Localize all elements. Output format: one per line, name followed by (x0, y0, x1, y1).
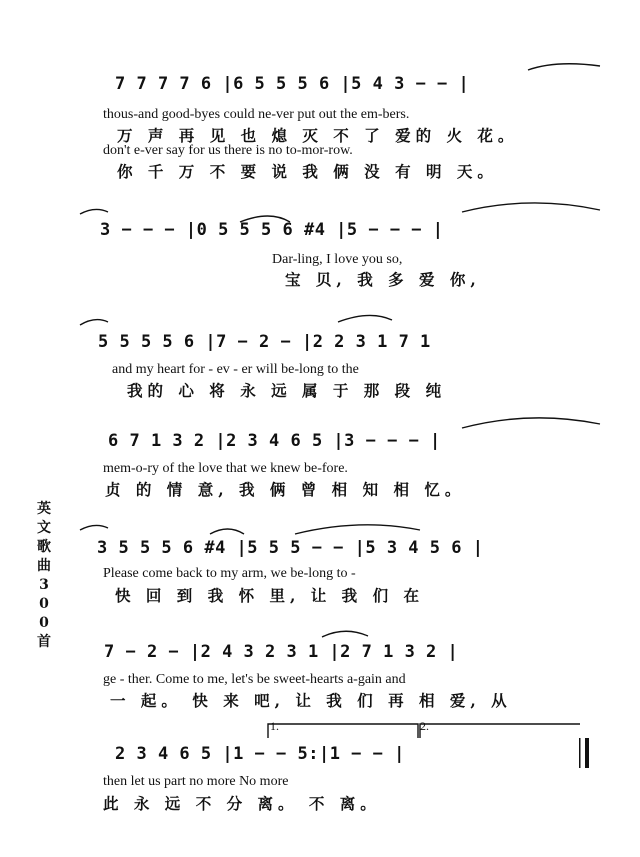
tie-arc (80, 209, 108, 214)
tie-arc (322, 631, 368, 637)
lyric-cn-2: 宝 贝, 我 多 爱 你, (285, 270, 481, 289)
volta-bracket-1 (268, 724, 418, 738)
lyric-en-1a: thous-and good-byes could ne-ver put out the em-bers. (103, 107, 410, 122)
volta-bracket-2 (420, 724, 580, 738)
notes-line-1: 7 7 7 7 6 |6 5 5 5 6 |5 4 3 − − | (115, 74, 470, 94)
lyric-cn-6: 一 起。 快 来 吧, 让 我 们 再 相 爱, 从 (110, 691, 512, 710)
notes-line-3: 5 5 5 5 6 |7 − 2 − |2 2 3 1 7 1 (98, 332, 431, 352)
notes-line-6: 7 − 2 − |2 4 3 2 3 1 |2 7 1 3 2 | (104, 642, 459, 662)
lyric-cn-3: 我的 心 将 永 远 属 于 那 段 纯 (127, 381, 447, 400)
volta-label-1: 1. (270, 719, 279, 733)
lyric-en-5: Please come back to my arm, we be-long to - (103, 566, 356, 581)
lyric-cn-1b: 你 千 万 不 要 说 我 俩 没 有 明 天。 (117, 162, 498, 181)
tie-arc (210, 529, 244, 534)
tie-arc (528, 64, 600, 70)
lyric-en-3: and my heart for - ev - er will be-long to the (112, 362, 359, 377)
tie-arc (338, 315, 392, 322)
volta-label-2: 2. (420, 719, 429, 733)
lyric-cn-7: 此 永 远 不 分 离。 不 离。 (103, 794, 381, 813)
tie-arc (80, 320, 108, 325)
lyric-cn-1a: 万 声 再 见 也 熄 灭 不 了 爱的 火 花。 (117, 126, 519, 145)
tie-arc (462, 203, 600, 212)
notes-line-2: 3 − − − |0 5 5 5 6 #4 |5 − − − | (100, 220, 444, 240)
notes-line-5: 3 5 5 5 6 #4 |5 5 5 − − |5 3 4 5 6 | (97, 538, 484, 558)
tie-arc (462, 418, 600, 428)
final-barline (585, 738, 589, 768)
lyric-en-7: then let us part no more No more (103, 774, 289, 789)
tie-arc (240, 216, 290, 222)
tie-arc (295, 525, 420, 534)
book-title-vertical: 英文歌曲300首 (37, 501, 51, 650)
lyric-cn-5: 快 回 到 我 怀 里, 让 我 们 在 (115, 586, 424, 605)
lyric-en-4: mem-o-ry of the love that we knew be-fore. (103, 461, 348, 476)
notes-line-7: 2 3 4 6 5 |1 − − 5:|1 − − | (115, 744, 405, 764)
lyric-en-2: Dar-ling, I love you so, (272, 252, 403, 267)
final-barline-thin (579, 738, 581, 768)
tie-arc (80, 525, 108, 530)
notes-line-4: 6 7 1 3 2 |2 3 4 6 5 |3 − − − | (108, 431, 441, 451)
lyric-en-6: ge - ther. Come to me, let's be sweet-hearts a-gain and (103, 672, 406, 687)
lyric-cn-4: 贞 的 情 意, 我 俩 曾 相 知 相 忆。 (105, 480, 466, 499)
lyric-en-1b: don't e-ver say for us there is no to-mor-row. (103, 143, 353, 158)
